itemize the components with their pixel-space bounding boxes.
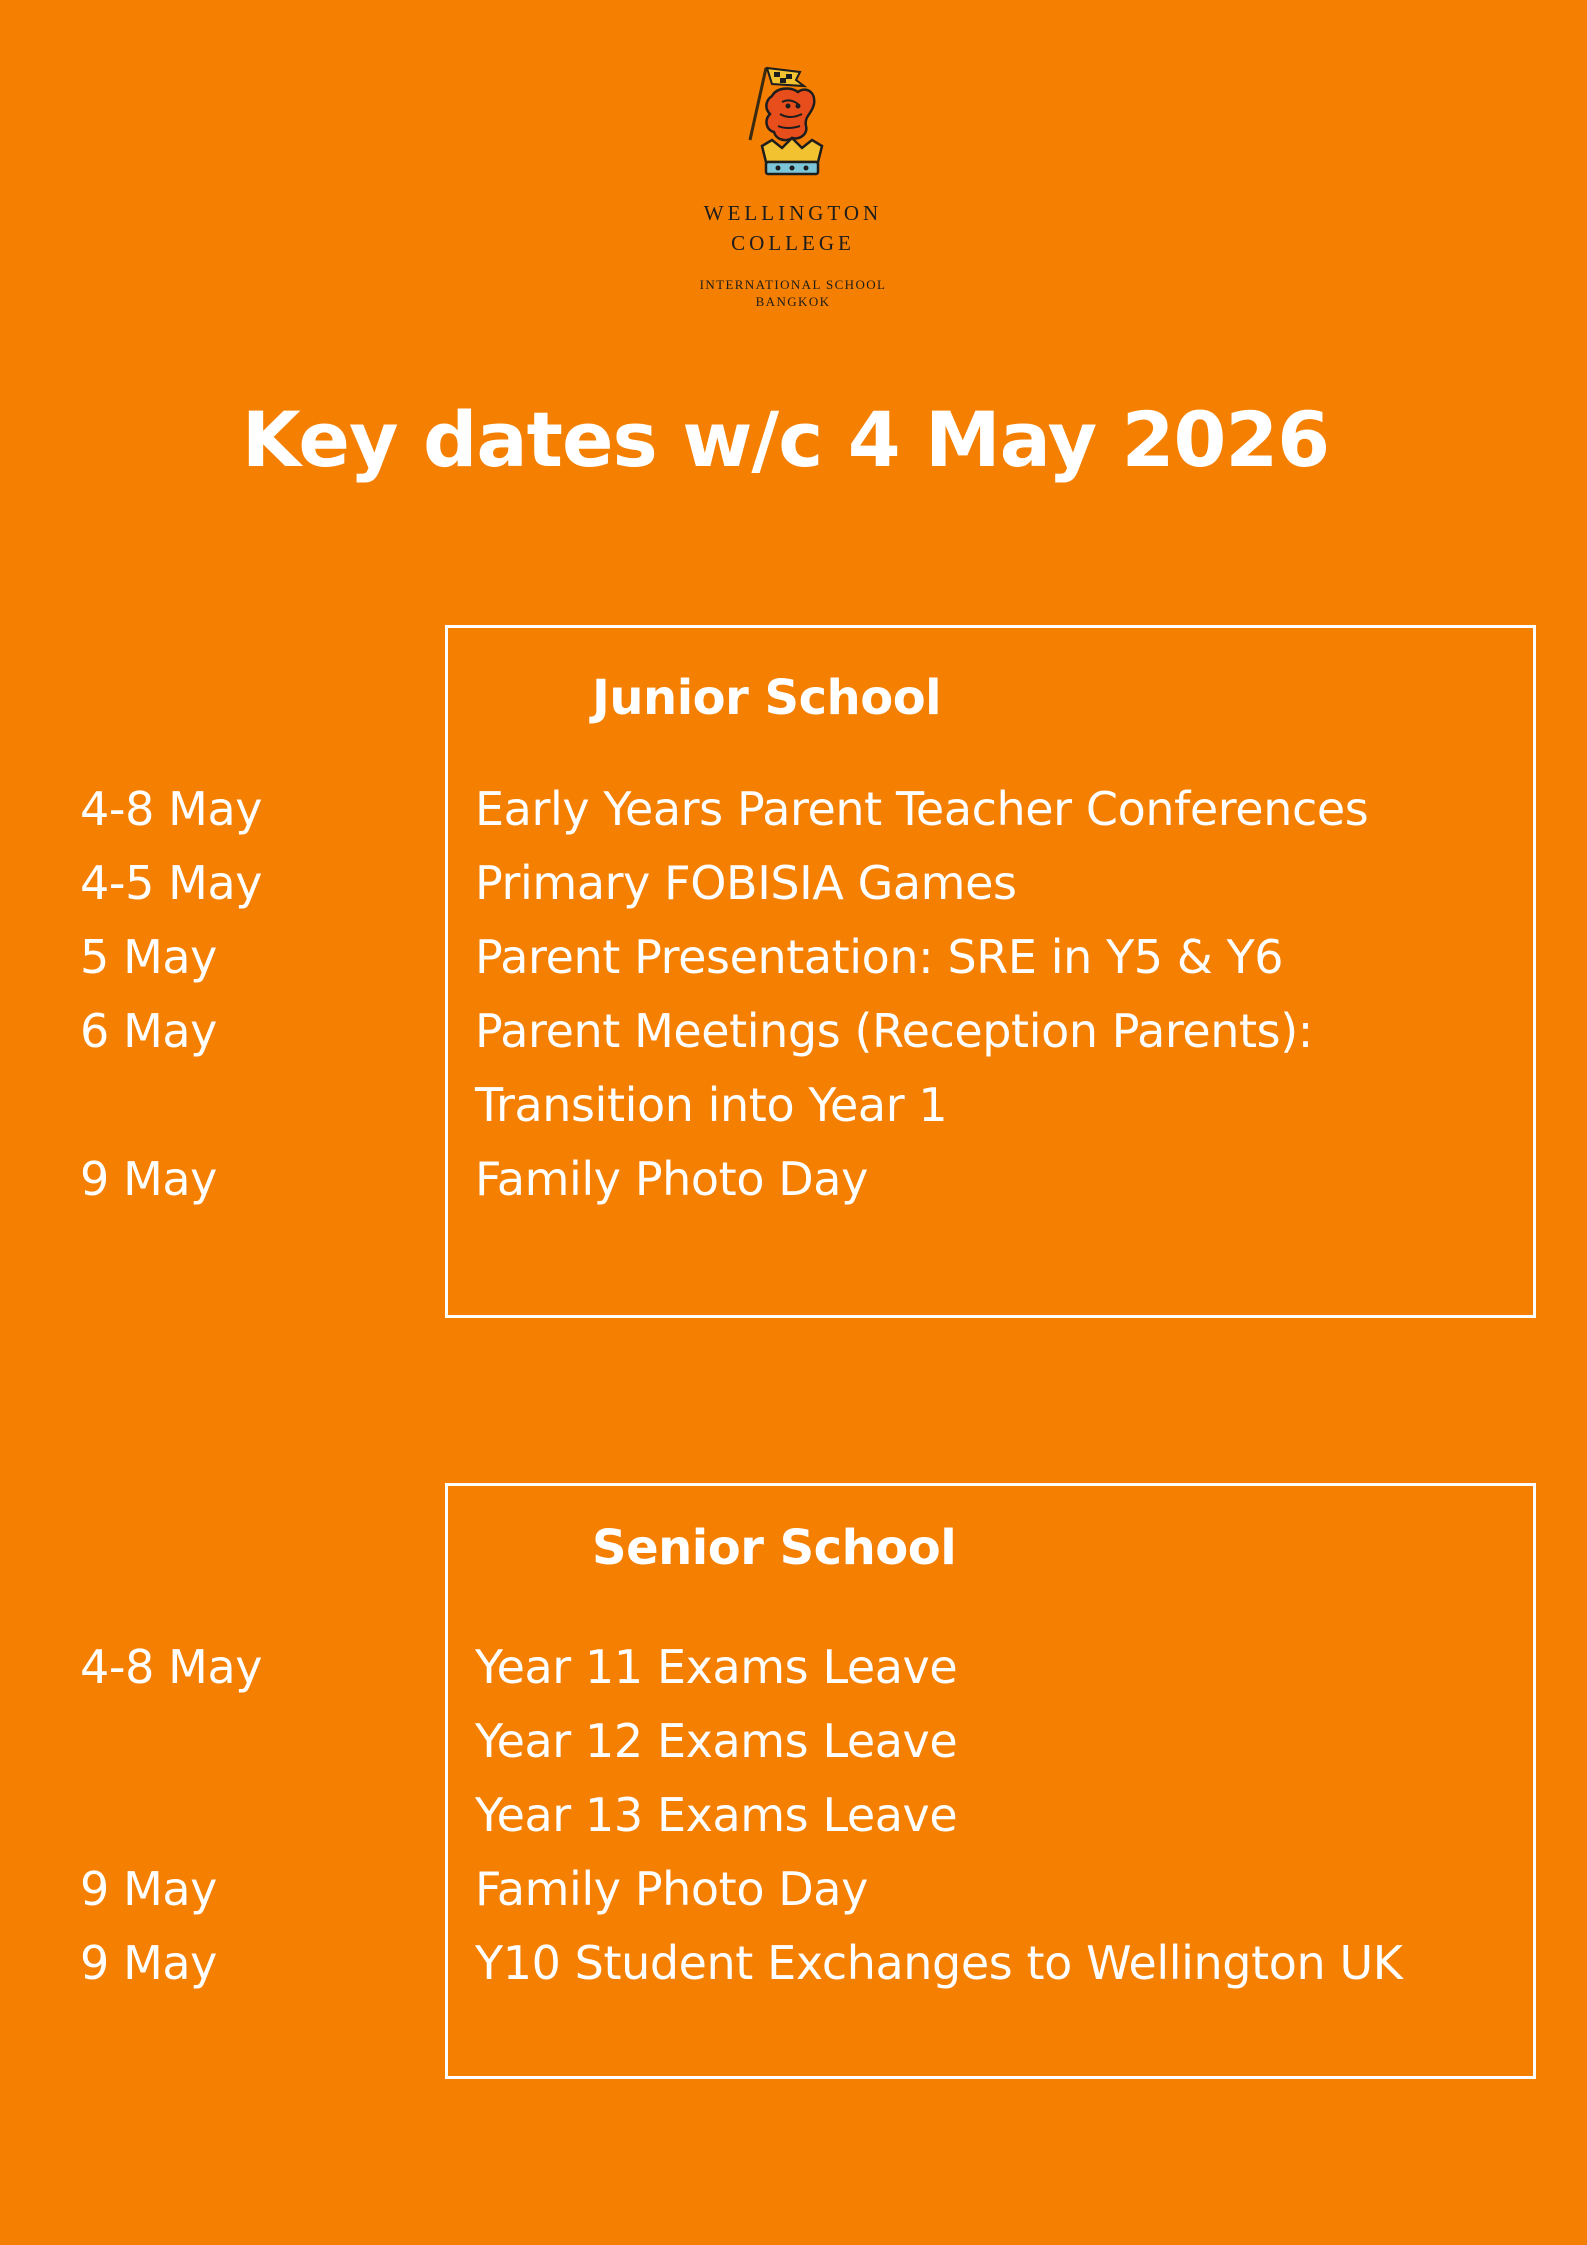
event-description: Year 11 Exams Leave Year 12 Exams Leave Year 13 Exams Leave [475, 1640, 958, 1842]
wordmark-line-2: COLLEGE [731, 231, 855, 255]
event-description: Family Photo Day [475, 1862, 868, 1916]
event-date: 9 May [80, 1862, 217, 1916]
page-title: Key dates w/c 4 May 2026 [241, 395, 1330, 484]
event-row [0, 846, 1587, 920]
wellington-crest-icon [742, 62, 842, 186]
event-row [0, 1142, 1587, 1216]
wordmark-line-3: INTERNATIONAL SCHOOL [699, 277, 887, 292]
event-date: 4-8 May [80, 1640, 263, 1694]
senior-section-heading: Senior School [592, 1520, 957, 1576]
event-row [0, 1926, 1587, 2000]
wordmark-line-1: WELLINGTON [703, 201, 883, 225]
event-row [0, 920, 1587, 994]
junior-section-heading: Junior School [592, 670, 942, 726]
event-row [0, 1630, 1587, 1852]
wordmark-line-4: BANGKOK [755, 294, 831, 309]
event-row [0, 1852, 1587, 1926]
event-row [0, 772, 1587, 846]
college-wordmark [593, 198, 993, 310]
event-date: 4-5 May [80, 856, 263, 910]
event-description: Y10 Student Exchanges to Wellington UK [475, 1936, 1403, 1990]
event-description: Family Photo Day [475, 1152, 868, 1206]
event-date: 9 May [80, 1936, 217, 1990]
event-row [0, 994, 1587, 1142]
event-date: 5 May [80, 930, 217, 984]
event-description: Early Years Parent Teacher Conferences [475, 782, 1369, 836]
event-date: 4-8 May [80, 782, 263, 836]
event-description: Parent Presentation: SRE in Y5 & Y6 [475, 930, 1284, 984]
junior-event-list [0, 772, 1587, 1216]
event-date: 6 May [80, 1004, 217, 1058]
event-description: Primary FOBISIA Games [475, 856, 1017, 910]
event-date: 9 May [80, 1152, 217, 1206]
event-description: Parent Meetings (Reception Parents): Transition into Year 1 [475, 1004, 1313, 1132]
senior-event-list [0, 1630, 1587, 2000]
